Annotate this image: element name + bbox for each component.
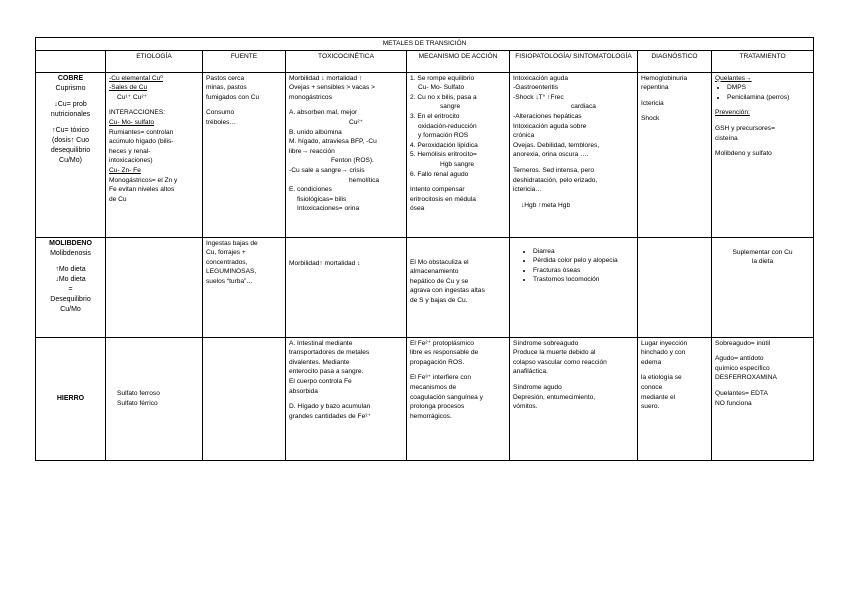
text-line: Ictericia	[641, 99, 664, 107]
header-toxicocinetica: TOXICOCINÉTICA	[286, 50, 407, 72]
text-line: LEGUMINOSAS,	[206, 268, 257, 276]
text-line: monogástricos	[289, 93, 332, 101]
text-line: Intoxicación aguda sobre	[513, 122, 587, 130]
text-line: Ovejas + sensibles > vacas >	[289, 84, 375, 92]
molibdeno-fuente	[203, 237, 286, 337]
text-line: Fenton (ROS).	[331, 157, 374, 165]
text-line: intoxicaciones)	[109, 157, 153, 165]
text-line: Monogástricos= el Zn y	[109, 176, 178, 184]
text-line: ↓Hgb ↑meta Hgb	[521, 201, 571, 209]
text-line: edema	[641, 358, 662, 366]
agent-line: ↑Mo dieta	[55, 265, 86, 273]
text-line: coagulación sanguínea y	[410, 393, 483, 401]
table-row-molibdeno	[36, 237, 814, 337]
text-line: colapso vascular como reacción	[513, 358, 607, 366]
agent-line: Cu/Mo)	[59, 156, 82, 164]
text-line: -Sales de Cu	[109, 84, 148, 92]
text-line: vómitos.	[513, 403, 538, 411]
text-line: prolonga procesos	[410, 403, 465, 411]
text-line: acúmulo hígado (bilis-	[109, 138, 174, 146]
text-line: mediante el	[641, 393, 676, 401]
text-line: DESFERROXAMINA	[715, 374, 777, 382]
text-line: 2. Cu no x bilis, pasa a	[410, 93, 477, 101]
agent-molibdeno	[36, 237, 106, 337]
text-line: Hemoglobinuria	[641, 74, 688, 82]
text-line: cisteína	[715, 134, 738, 142]
text-line: Depresión, entumecimiento,	[513, 393, 596, 401]
text-line: anafiláctica.	[513, 368, 548, 376]
agent-line: desequilibrio	[50, 146, 91, 154]
text-line: libre→ reacción	[289, 147, 335, 155]
list-item: • Trastornos locomoción	[533, 275, 634, 285]
text-line: químico específico	[715, 364, 770, 372]
treatment-list	[715, 83, 810, 102]
cobre-tratamiento	[712, 72, 814, 237]
molibdeno-toxicocinetica	[286, 237, 407, 337]
agent-line: Desequilibrio	[50, 295, 91, 303]
text-line: Quelantes= EDTA	[715, 389, 768, 397]
text-line: -Cu sale a sangre→ crisis	[289, 166, 365, 174]
header-diagnostico: DIAGNÓSTICO	[638, 50, 712, 72]
cobre-toxicocinetica	[286, 72, 407, 237]
text-line: 5. Hemólisis eritrocito=	[410, 151, 477, 159]
agent-hierro	[36, 337, 106, 460]
text-line: divalentes. Mediante	[289, 358, 350, 366]
text-line: E. condiciones	[289, 186, 332, 194]
text-line: Intento compensar	[410, 186, 465, 194]
text-line: conoce	[641, 383, 663, 391]
text-line: Consumo	[206, 109, 235, 117]
metales-table	[35, 37, 814, 461]
text-line: A. Intestinal mediante	[289, 339, 353, 347]
agent-name: COBRE	[57, 74, 84, 82]
agent-line: =	[68, 285, 73, 293]
cobre-etiologia	[106, 72, 203, 237]
text-line: Cu²⁺	[349, 118, 364, 126]
text-line: concentrados,	[206, 258, 248, 266]
molibdeno-mecanismo	[407, 237, 510, 337]
text-line: Produce la muerte debido al	[513, 349, 596, 357]
text-line: Intoxicaciones= orina	[297, 205, 360, 213]
hierro-mecanismo	[407, 337, 510, 460]
text-line: Ingestas bajas de	[206, 239, 258, 247]
text-line: 4. Peroxidación lipídica	[410, 141, 478, 149]
text-line: agrava con ingestas altas	[410, 287, 485, 295]
text-line: enterocito pasa a sangre.	[289, 368, 364, 376]
text-line: El cuerpo controla Fe	[289, 377, 352, 385]
text-line: ictericia…	[513, 186, 542, 194]
text-line: transportadores de metales	[289, 349, 370, 357]
text-line: Rumiantes= controlan	[109, 128, 174, 136]
agent-line: ↑Cu= tóxico	[52, 126, 89, 134]
agent-name: MOLIBDENO	[49, 239, 92, 247]
text-line: El Mo obstaculiza el	[410, 258, 469, 266]
text-line: Agudo= antídoto	[715, 355, 764, 363]
text-line: absorbida	[289, 387, 318, 395]
text-line: Síndrome agudo	[513, 383, 562, 391]
agent-name: HIERRO	[56, 394, 85, 402]
text-line: Morbilidad ↓ mortalidad ↑	[289, 74, 363, 82]
text-line: M. hígado, atraviesa BFP, -Cu	[289, 138, 377, 146]
text-line: hinchado y con	[641, 349, 686, 357]
text-line: GSH y precursores=	[715, 124, 775, 132]
text-line: Suplementar con Cu	[732, 248, 793, 256]
hierro-diagnostico	[638, 337, 712, 460]
text-line: fisiológicas= bilis	[297, 195, 347, 203]
text-line: sangre	[440, 103, 461, 111]
text-line: A. absorben mal, mejor	[289, 109, 358, 117]
text-line: Molibdeno y sulfato	[715, 150, 772, 158]
text-line: Síndrome sobreagudo	[513, 339, 579, 347]
header-fisiopatologia: FISIOPATOLOGÍA/ SINTOMATOLOGÍA	[510, 50, 638, 72]
agent-line: Cuprismo	[55, 84, 86, 92]
text-line: almacenamiento	[410, 268, 459, 276]
text-line: suero.	[641, 403, 660, 411]
table-row-cobre	[36, 72, 814, 237]
text-line: tréboles…	[206, 118, 237, 126]
header-etiologia: ETIOLOGÍA	[106, 50, 203, 72]
list-item: • Fracturas óseas	[533, 266, 634, 276]
text-line: minas, pastos	[206, 84, 247, 92]
text-line: Ovejas. Debilidad, temblores,	[513, 141, 600, 149]
text-line: Morbilidad↑ mortalidad ↓	[289, 259, 361, 267]
text-line: Sobreagudo= inútil	[715, 339, 771, 347]
header-empty	[36, 50, 106, 72]
table-row-hierro	[36, 337, 814, 460]
list-item: • Diarrea	[533, 247, 634, 257]
molibdeno-diagnostico	[638, 237, 712, 337]
text-line: y formación ROS	[418, 132, 469, 140]
text-line: hemolítica	[349, 176, 380, 184]
hierro-fisiopatologia	[510, 337, 638, 460]
text-line: Cu¹⁺ Cu²⁺	[117, 93, 148, 101]
molibdeno-etiologia	[106, 237, 203, 337]
text-line: 6. Fallo renal agudo	[410, 170, 469, 178]
text-line: -Shock ↓T° ↑Frec	[513, 93, 564, 101]
text-line: hepático de Cu y se	[410, 277, 469, 285]
text-line: Cu- Zn- Fe	[109, 166, 141, 174]
cobre-fisiopatologia	[510, 72, 638, 237]
text-line: eritrocitosis en médula	[410, 195, 476, 203]
text-line: repentina	[641, 84, 669, 92]
text-line: anorexia, orina oscura ….	[513, 151, 589, 159]
molibdeno-tratamiento	[712, 237, 814, 337]
text-line: Prevención:	[715, 109, 750, 117]
list-item: • Pérdida color pelo y alopecia	[533, 256, 634, 266]
text-line: 3. En el eritrocito	[410, 112, 460, 120]
text-line: la etiología se	[641, 374, 682, 382]
text-line: NO funciona	[715, 399, 752, 407]
text-line: El Fe²⁺ protoplásmico	[410, 339, 474, 347]
agent-cobre	[36, 72, 106, 237]
text-line: D. Hígado y bazo acumulan	[289, 403, 371, 411]
text-line: B. unido albúmina	[289, 128, 342, 136]
symptom-list	[513, 247, 634, 285]
text-line: heces y renal-	[109, 147, 151, 155]
hierro-etiologia	[106, 337, 203, 460]
text-line: suelos “turba”…	[206, 277, 253, 285]
molibdeno-fisiopatologia	[510, 237, 638, 337]
text-line: Cu- Mo- Sulfato	[418, 84, 465, 92]
text-line: Lugar inyección	[641, 339, 688, 347]
text-line: libre es responsable de	[410, 349, 479, 357]
text-line: Pastos cerca	[206, 74, 245, 82]
hierro-toxicocinetica	[286, 337, 407, 460]
cobre-mecanismo	[407, 72, 510, 237]
text-line: cardiaca	[571, 103, 596, 111]
text-line: -Cu elemental Cu⁰	[109, 74, 163, 82]
agent-line: (dosis↑ Cuo	[52, 136, 89, 144]
text-line: Sulfato ferroso	[117, 390, 160, 397]
agent-line: Molibdenosis	[50, 249, 91, 257]
header-mecanismo: MECANISMO DE ACCIÓN	[407, 50, 510, 72]
table-title: METALES DE TRANSICIÓN	[36, 38, 814, 51]
text-line: Fe evitan niveles altos	[109, 186, 175, 194]
list-item: • Penicilamina (perros)	[727, 93, 810, 103]
text-line: 1. Se rompe equilibrio	[410, 74, 475, 82]
text-line: ósea	[410, 205, 425, 213]
text-line: Sulfato férrico	[117, 399, 158, 407]
text-line: de Cu	[109, 195, 127, 203]
agent-line: ↓Mo dieta	[55, 275, 86, 283]
text-line: fumigados con Cu	[206, 93, 260, 101]
text-line: la dieta	[751, 258, 774, 266]
header-fuente: FUENTE	[203, 50, 286, 72]
text-line: Intoxicación aguda	[513, 74, 568, 82]
text-line: crónica	[513, 132, 535, 140]
agent-line: Cu/Mo	[60, 305, 81, 313]
text-line: Cu- Mo- sulfato	[109, 118, 155, 126]
text-line: oxidación-reducción	[418, 122, 477, 130]
text-line: mecanismos de	[410, 383, 457, 391]
text-line: El Fe³⁺ interfiere con	[410, 374, 472, 382]
text-line: propagación ROS.	[410, 358, 465, 366]
text-line: de S y bajas de Cu.	[410, 296, 468, 304]
hierro-fuente	[203, 337, 286, 460]
text-line: deshidratación, pelo erizado,	[513, 176, 598, 184]
header-tratamiento: TRATAMIENTO	[712, 50, 814, 72]
text-line: Hgb sangre	[440, 160, 475, 168]
text-line: grandes cantidades de Fe²⁺	[289, 412, 371, 420]
cobre-diagnostico	[638, 72, 712, 237]
text-line: Terneros. Sed intensa, pero	[513, 166, 595, 174]
hierro-tratamiento	[712, 337, 814, 460]
text-line: Cu, forrajes +	[206, 249, 246, 257]
agent-line: ↓Cu= prob nutricionales	[50, 100, 91, 118]
text-line: Quelantes→	[715, 74, 752, 82]
text-line: -Gastroenteritis	[513, 84, 559, 92]
text-line: -Alteraciones hepáticas	[513, 112, 582, 120]
list-item: • DMPS	[727, 83, 810, 93]
cobre-fuente	[203, 72, 286, 237]
text-line: INTERACCIONES:	[109, 109, 166, 117]
text-line: Shock	[641, 115, 660, 123]
text-line: hemorrágicos.	[410, 412, 452, 420]
